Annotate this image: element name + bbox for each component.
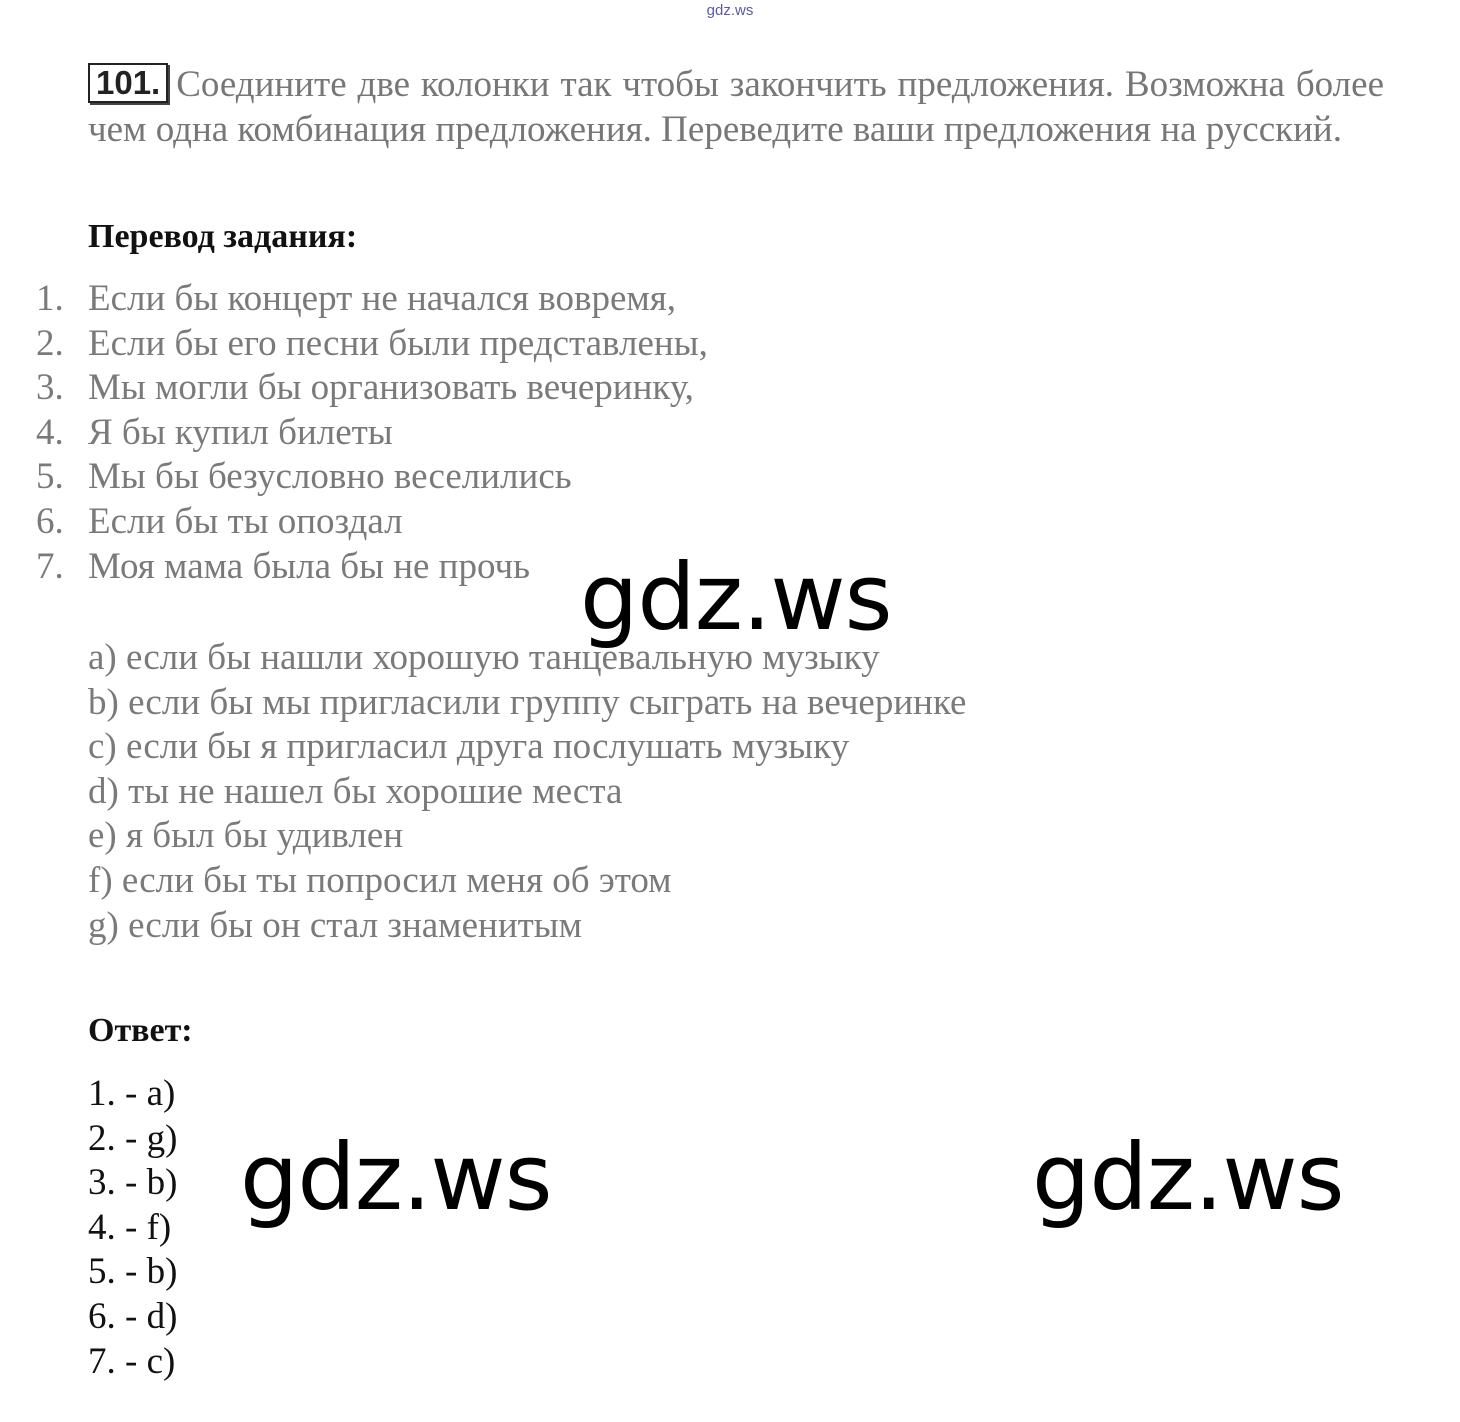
list-item <box>36 277 708 322</box>
translation-heading: Перевод задания: <box>88 218 358 255</box>
option-item: b) если бы мы пригласили группу сыграть на вечеринке <box>88 681 967 723</box>
answer-item: 1. - a) <box>88 1073 176 1114</box>
answer-item: 6. - d) <box>88 1295 178 1337</box>
task-text: Соедините две колонки так чтобы закончить предложения. Возможна более чем одна комбинация предложения. Переведите ваши предложения на русский. <box>88 64 1384 150</box>
answer-item: 7. - c) <box>88 1340 176 1382</box>
list-item <box>36 455 708 500</box>
option-item: g) если бы он стал знаменитым <box>88 904 583 946</box>
answer-item: 3. - b) <box>88 1162 178 1204</box>
answer-item: 4. - f) <box>88 1206 172 1248</box>
list-item <box>36 411 708 456</box>
item-text: Мы могли бы организовать вечеринку, <box>88 367 694 409</box>
item-number: 7. <box>36 545 64 587</box>
item-number: 6. <box>36 500 64 542</box>
list-item <box>36 366 708 411</box>
watermark: gdz.ws <box>1032 1124 1344 1231</box>
option-item: a) если бы нашли хорошую танцевальную музыку <box>88 637 880 678</box>
item-number: 4. <box>36 411 64 453</box>
item-text: Если бы его песни были представлены, <box>88 322 708 364</box>
task-statement <box>88 62 1384 152</box>
option-item: f) если бы ты попросил меня об этом <box>88 859 672 901</box>
watermark: gdz.ws <box>240 1124 552 1231</box>
item-text: Если бы ты опоздал <box>88 500 403 542</box>
answer-list <box>88 1072 177 1384</box>
item-text: Если бы концерт не начался вовремя, <box>88 278 677 319</box>
option-item: c) если бы я пригласил друга послушать музыку <box>88 726 850 768</box>
item-text: Моя мама была бы не прочь <box>88 545 531 587</box>
task-number: 101. <box>88 63 168 103</box>
item-text: Я бы купил билеты <box>88 411 393 453</box>
option-item: e) я был бы удивлен <box>88 815 404 857</box>
item-number: 5. <box>36 456 64 498</box>
answer-heading: Ответ: <box>88 1012 193 1049</box>
sentence-list <box>36 277 708 589</box>
list-item <box>36 500 708 545</box>
item-text: Мы бы безусловно веселились <box>88 456 572 498</box>
answer-item: 2. - g) <box>88 1117 178 1159</box>
item-number: 2. <box>36 322 64 364</box>
site-link[interactable]: gdz.ws <box>706 2 754 19</box>
item-number: 1. <box>36 278 64 319</box>
answer-item: 5. - b) <box>88 1251 178 1293</box>
item-number: 3. <box>36 367 64 409</box>
watermark: gdz.ws <box>580 544 892 651</box>
option-list <box>88 636 966 948</box>
list-item <box>36 322 708 367</box>
option-item: d) ты не нашел бы хорошие места <box>88 770 623 812</box>
